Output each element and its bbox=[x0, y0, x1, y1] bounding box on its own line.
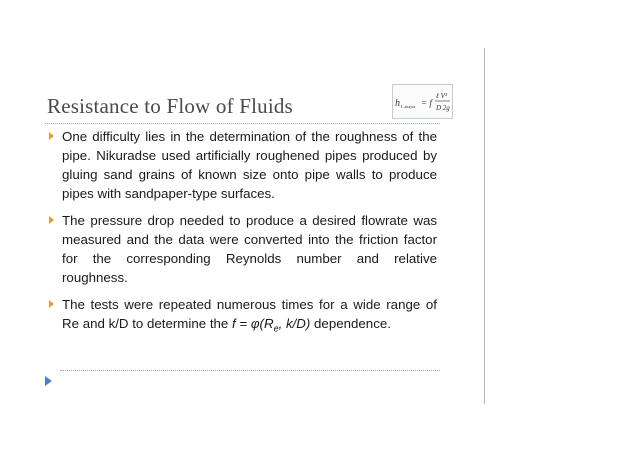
bullet-item-3 bbox=[47, 295, 437, 339]
right-divider-line bbox=[484, 48, 485, 404]
bullet-text-1: One difficulty lies in the determination of the roughness of the pipe. Nikuradse used artificially roughened pipes produced by gluing sand grains of known size onto pipe walls to produce pipes with sandpaper-type surfaces. bbox=[62, 129, 437, 201]
bullet-text-3-tail: dependence. bbox=[310, 316, 391, 331]
triangle-bullet-icon bbox=[49, 132, 54, 140]
bullet-item-1 bbox=[47, 127, 437, 203]
play-arrow-icon[interactable] bbox=[45, 376, 52, 386]
triangle-bullet-icon bbox=[49, 216, 54, 224]
bullet-text-3-lead: The tests were repeated numerous times for a wide range of Re and k/D to determine the bbox=[62, 297, 437, 331]
bullet-item-2 bbox=[47, 211, 437, 287]
formula-equals: = f bbox=[421, 98, 432, 108]
footer-rule bbox=[60, 370, 440, 371]
formula-image bbox=[392, 84, 453, 119]
formula-numerator: ℓ V² bbox=[436, 92, 448, 100]
dependence-formula-subscript: e bbox=[273, 323, 279, 334]
slide-title: Resistance to Flow of Fluids bbox=[47, 94, 293, 118]
dependence-formula-tail: , k/D) bbox=[278, 316, 311, 331]
formula-denominator: D 2g bbox=[436, 104, 450, 112]
bullet-list bbox=[47, 127, 437, 347]
formula-lhs-subscript: L,major bbox=[401, 104, 416, 109]
bullet-text-2: The pressure drop needed to produce a desired flowrate was measured and the data were converted into the friction factor for the corresponding Reynolds number and relative roughness. bbox=[62, 213, 437, 285]
bullet-text-3 bbox=[62, 295, 437, 339]
title-underline bbox=[45, 123, 440, 124]
formula-lhs: h bbox=[395, 98, 400, 109]
dependence-formula: f = φ(R bbox=[232, 316, 274, 331]
triangle-bullet-icon bbox=[49, 300, 54, 308]
